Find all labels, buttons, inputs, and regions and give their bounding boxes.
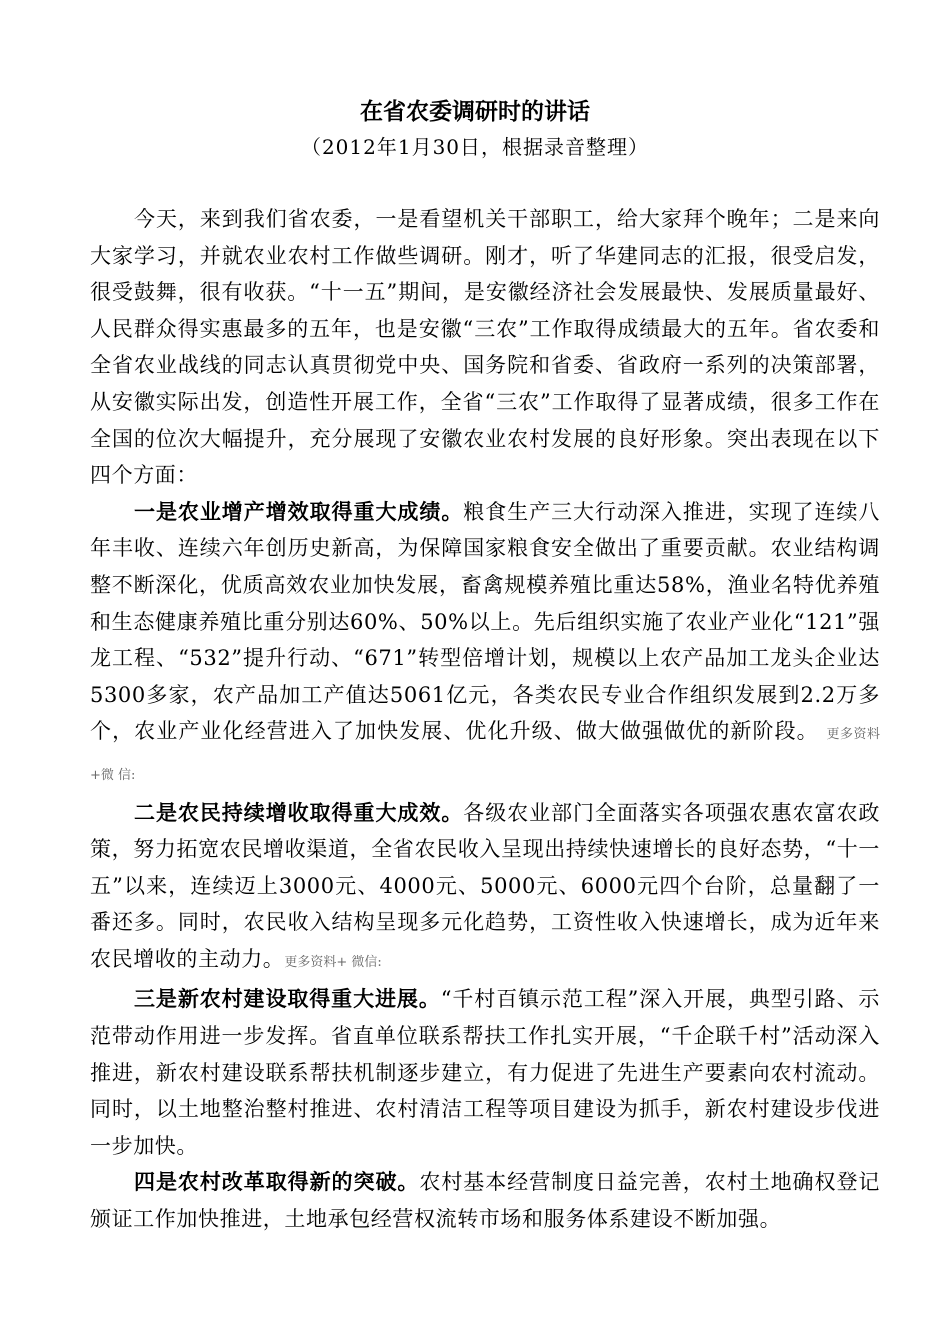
paragraph-lead: 二是农民持续增收取得重大成效。	[134, 799, 464, 825]
document-title: 在省农委调研时的讲话	[360, 98, 590, 125]
document-body	[90, 201, 880, 1238]
paragraph-reform	[90, 1164, 880, 1237]
paragraph-agriculture	[90, 494, 880, 795]
paragraph-lead: 四是农村改革取得新的突破。	[134, 1169, 420, 1195]
watermark-note: 更多资料+ 微信:	[284, 954, 382, 970]
watermark-note: 更多资料+微 信:	[90, 727, 880, 783]
paragraph-text: 今天，来到我们省农委，一是看望机关干部职工，给大家拜个晚年；二是来向大家学习，并就农业农村工作做些调研。刚才，听了华建同志的汇报，很受启发，很受鼓舞，很有收获。“十一五”期间，是安徽经济社会发展最快、发展质量最好、人民群众得实惠最多的五年，也是安徽“三农”工作取得成绩最大的五年。省农委和全省农业战线的同志认真贯彻党中央、国务院和省委、省政府一系列的决策部署，从安徽实际出发，创造性开展工作，全省“三农”工作取得了显著成绩，很多工作在全国的位次大幅提升，充分展现了安徽农业农村发展的良好形象。突出表现在以下四个方面：	[90, 207, 880, 488]
paragraph-text: 各级农业部门全面落实各项强农惠农富农政策，努力拓宽农民增收渠道，全省农民收入呈现出持续快速增长的良好态势，“十一五”以来，连续迈上3000元、4000元、5000元、6000元四个台阶，总量翻了一番还多。同时，农民收入结构呈现多元化趋势，工资性收入快速增长，成为近年来农民增收的主动力。	[90, 800, 881, 971]
paragraph-lead: 一是农业增产增效取得重大成绩。	[134, 498, 464, 524]
paragraph-text: “千村百镇示范工程”深入开展，典型引路、示范带动作用进一步发挥。省直单位联系帮扶工作扎实开展，“千企联千村”活动深入推进，新农村建设联系帮扶机制逐步建立，有力促进了先进生产要素向农村流动。同时，以土地整治整村推进、农村清洁工程等项目建设为抓手，新农村建设步伐进一步加快。	[90, 987, 880, 1158]
paragraph-text: 粮食生产三大行动深入推进，实现了连续八年丰收、连续六年创历史新高，为保障国家粮食安全做出了重要贡献。农业结构调整不断深化，优质高效农业加快发展，畜禽规模养殖比重达58%，渔业名特优养殖和生态健康养殖比重分别达60%、50%以上。先后组织实施了农业产业化“121”强龙工程、“532”提升行动、“671”转型倍增计划，规模以上农产品加工龙头企业达5300多家，农产品加工产值达5061亿元，各类农民专业合作组织发展到2.2万多个，农业产业化经营进入了加快发展、优化升级、做大做强做优的新阶段。	[90, 499, 881, 744]
document-subtitle: （2012年1月30日，根据录音整理）	[300, 135, 650, 159]
paragraph-lead: 三是新农村建设取得重大进展。	[134, 986, 441, 1012]
paragraph-intro	[90, 201, 880, 494]
paragraph-income	[90, 795, 880, 982]
paragraph-new-countryside	[90, 981, 880, 1164]
paragraph-text: 农村基本经营制度日益完善，农村土地确权登记颁证工作加快推进，土地承包经营权流转市场和服务体系建设不断加强。	[90, 1170, 880, 1232]
